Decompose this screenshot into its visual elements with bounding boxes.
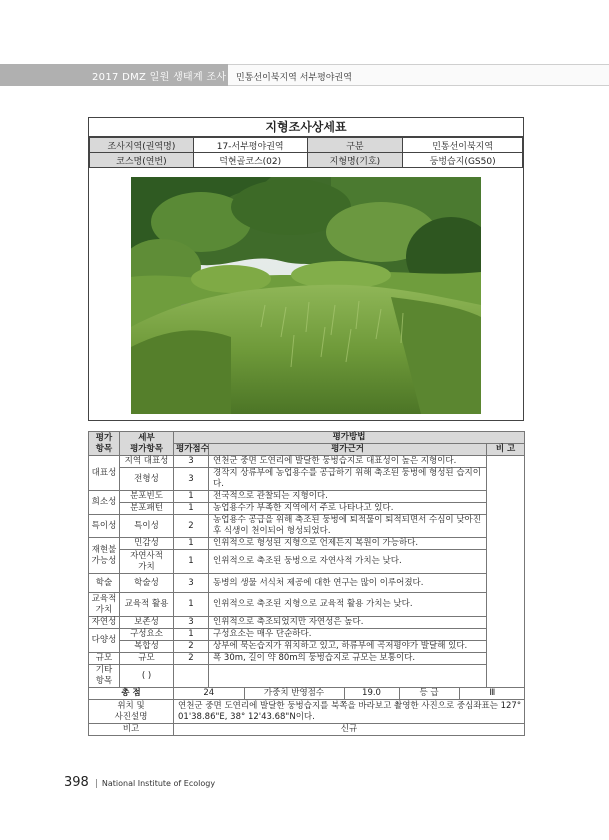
eval-row: [89, 491, 525, 503]
eval-subitem: 규모: [120, 653, 174, 665]
eval-header-row: [89, 432, 525, 444]
eval-subitem: 지역 대표성: [120, 456, 174, 468]
eval-basis: 인위적으로 형성된 지형으로 언제든지 복원이 가능하다.: [209, 538, 487, 550]
eval-score: 1: [174, 593, 209, 617]
eval-row: [89, 550, 525, 574]
header-note: 비 고: [487, 444, 525, 456]
eval-score: 3: [174, 468, 209, 491]
eval-score: 2: [174, 515, 209, 538]
header-item: 평가 항목: [89, 432, 120, 456]
eval-row: [89, 653, 525, 665]
header-basis: 평가근거: [209, 444, 487, 456]
wetland-photo: [131, 177, 481, 414]
eval-item: 기타 항목: [89, 665, 120, 688]
label-landform: 지형명(기호): [307, 153, 403, 168]
remarks-row: [89, 724, 525, 736]
eval-row: [89, 593, 525, 617]
eval-item: 희소성: [89, 491, 120, 515]
header-section-bar: [228, 64, 609, 86]
eval-score: 3: [174, 617, 209, 629]
eval-item: 교육적 가치: [89, 593, 120, 617]
header-subitem: 세부 평가항목: [120, 432, 174, 456]
eval-score: 3: [174, 456, 209, 468]
eval-basis: 전국적으로 관찰되는 지형이다.: [209, 491, 487, 503]
eval-row: [89, 641, 525, 653]
eval-score: 3: [174, 574, 209, 593]
weighted-value: 19.0: [344, 688, 399, 699]
eval-row: [89, 468, 525, 491]
location-row: [89, 700, 525, 724]
grade-label: 등 급: [399, 688, 459, 699]
eval-basis: 농업용수가 부족한 지역에서 주로 나타나고 있다.: [209, 503, 487, 515]
card-info-table: [89, 137, 523, 168]
eval-score: [174, 665, 209, 688]
footer-org: National Institute of Ecology: [101, 779, 216, 788]
header-band: [0, 64, 228, 86]
eval-subitem: 교육적 활용: [120, 593, 174, 617]
remarks-label: 비고: [89, 724, 174, 736]
report-title: 2017 DMZ 일원 생태계 조사: [92, 72, 227, 83]
eval-row: [89, 617, 525, 629]
eval-score: 1: [174, 538, 209, 550]
label-course: 코스명(연번): [90, 153, 194, 168]
page-footer: [64, 771, 215, 790]
eval-subitem: 특이성: [120, 515, 174, 538]
eval-item: 재현불 가능성: [89, 538, 120, 574]
eval-basis: 상부에 묵논습지가 위치하고 있고, 하류부에 곡저평야가 발달해 있다.: [209, 641, 487, 653]
eval-row: [89, 503, 525, 515]
value-course: 덕현골코스(02): [193, 153, 307, 168]
value-category: 민통선이북지역: [403, 138, 523, 153]
eval-subitem: 민감성: [120, 538, 174, 550]
eval-item: 자연성: [89, 617, 120, 629]
eval-subitem: 복합성: [120, 641, 174, 653]
eval-subitem: 자연사적 가치: [120, 550, 174, 574]
eval-basis: 농업용수 공급을 위해 축조된 둥벙에 퇴적물이 퇴적되면서 수심이 낮아진 후 식생이 천이되어 형성되었다.: [209, 515, 487, 538]
eval-basis: [209, 665, 487, 688]
eval-score: 1: [174, 629, 209, 641]
eval-item: 대표성: [89, 456, 120, 491]
eval-note: [487, 456, 525, 688]
eval-basis: 경작지 상류부에 농업용수를 공급하기 위해 축조된 둥벙에 형성된 습지이다.: [209, 468, 487, 491]
eval-subitem: ( ): [120, 665, 174, 688]
eval-basis: 연천군 중면 도연리에 발달한 둥벙습지로 대표성이 높은 지형이다.: [209, 456, 487, 468]
label-survey-area: 조사지역(권역명): [90, 138, 194, 153]
total-label: 총 점: [89, 688, 174, 700]
eval-subitem: 학술성: [120, 574, 174, 593]
eval-basis: 인위적으로 축조된 지형으로 교육적 활용 가치는 낮다.: [209, 593, 487, 617]
header-score: 평가점수: [174, 444, 209, 456]
eval-item: 다양성: [89, 629, 120, 653]
value-landform: 둥벙습지(GS50): [403, 153, 523, 168]
eval-row: [89, 629, 525, 641]
eval-basis: 동병의 생물 서식처 제공에 대한 연구는 많이 이루어졌다.: [209, 574, 487, 593]
eval-subitem: 분포빈도: [120, 491, 174, 503]
eval-row: [89, 538, 525, 550]
value-survey-area: 17-서부평야권역: [193, 138, 307, 153]
eval-subitem: 보존성: [120, 617, 174, 629]
eval-subitem: 구성요소: [120, 629, 174, 641]
wetland-photo-image: [131, 177, 481, 414]
eval-score: 1: [174, 503, 209, 515]
location-label: 위치 및 사진설명: [89, 700, 174, 724]
eval-row: [89, 456, 525, 468]
eval-subitem: 전형성: [120, 468, 174, 491]
totals-cell: [174, 688, 525, 700]
totals-inner: [174, 688, 525, 699]
eval-row: [89, 515, 525, 538]
eval-subitem: 분포패턴: [120, 503, 174, 515]
eval-basis: 인위적으로 축조되었지만 자연성은 높다.: [209, 617, 487, 629]
footer-divider: |: [94, 779, 98, 789]
eval-score: 2: [174, 653, 209, 665]
eval-basis: 폭 30m, 길이 약 80m의 둥벙습지로 규모는 보통이다.: [209, 653, 487, 665]
eval-basis: 인위적으로 축조된 둥벙으로 자연사적 가치는 낮다.: [209, 550, 487, 574]
eval-item: 특이성: [89, 515, 120, 538]
eval-score: 2: [174, 641, 209, 653]
card-title: 지형조사상세표: [89, 118, 523, 137]
grade-value: Ⅲ: [459, 688, 525, 699]
label-category: 구분: [307, 138, 403, 153]
eval-item: 학술: [89, 574, 120, 593]
eval-score: 1: [174, 550, 209, 574]
header-method: 평가방법: [174, 432, 525, 444]
page-number: 398: [64, 775, 89, 790]
remarks-value: 신규: [174, 724, 525, 736]
weighted-label: 가중치 반영점수: [244, 688, 344, 699]
eval-basis: 구성요소는 매우 단순하다.: [209, 629, 487, 641]
location-text: 연천군 중면 도연리에 발달한 둥벙습지를 북쪽을 바라보고 촬영한 사진으로 중심좌표는 127° 01'38.86"E, 38° 12'43.68"N이다.: [174, 700, 525, 724]
eval-item: 규모: [89, 653, 120, 665]
totals-row: [89, 688, 525, 700]
totals-inner-row: [174, 688, 525, 699]
eval-score: 1: [174, 491, 209, 503]
evaluation-table: [88, 431, 525, 736]
section-title: 민통선이북지역 서부평야권역: [236, 73, 352, 83]
total-value: 24: [174, 688, 244, 699]
eval-row: [89, 665, 525, 688]
eval-row: [89, 574, 525, 593]
